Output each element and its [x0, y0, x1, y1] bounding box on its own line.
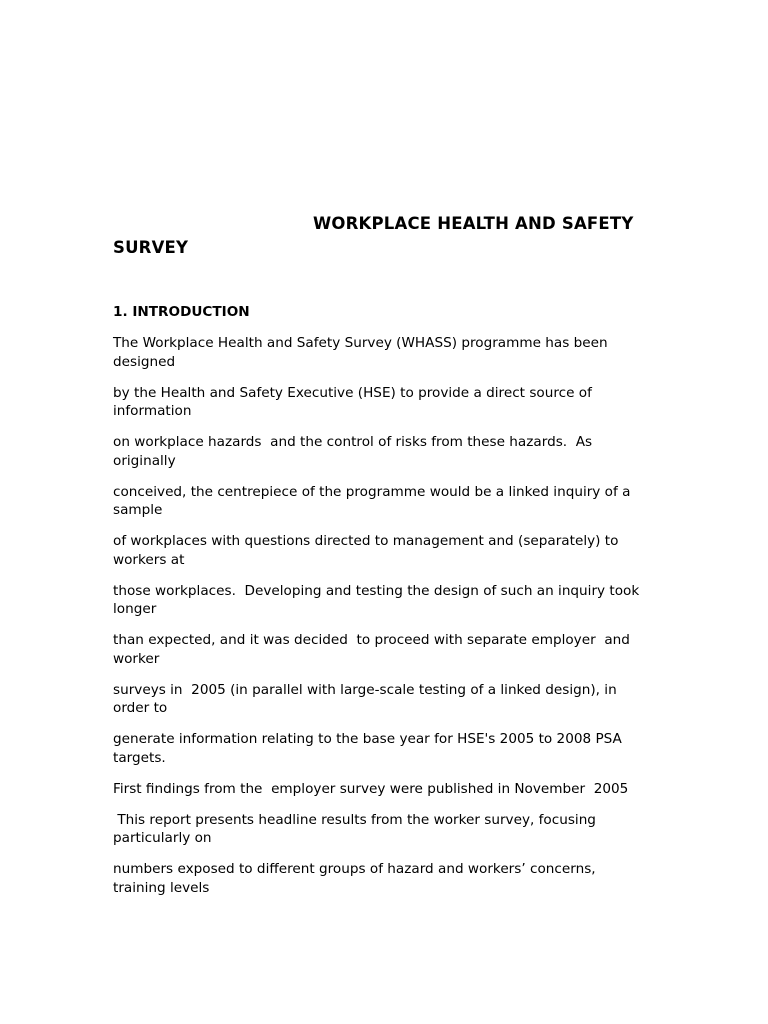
- document-title: [113, 212, 663, 260]
- paragraph: [113, 780, 658, 799]
- body-text: [113, 334, 658, 910]
- text-line: longer: [113, 601, 157, 617]
- section-heading: 1. INTRODUCTION: [113, 304, 250, 320]
- paragraph: [113, 483, 658, 520]
- text-line: First findings from the employer survey were published in November 2005: [113, 780, 629, 797]
- title-line-2: SURVEY: [113, 238, 189, 257]
- paragraph: [113, 860, 658, 897]
- paragraph: [113, 384, 658, 421]
- text-line: of workplaces with questions directed to management and (separately) to: [113, 533, 619, 549]
- text-line: than expected, and it was decided to proceed with separate employer and: [113, 632, 630, 648]
- paragraph: [113, 730, 658, 767]
- text-line: workers at: [113, 551, 185, 568]
- text-line: worker: [113, 650, 160, 667]
- text-line: sample: [113, 502, 163, 518]
- text-line: conceived, the centrepiece of the programme would be a linked inquiry of a: [113, 483, 631, 500]
- text-line: numbers exposed to different groups of hazard and workers’ concerns,: [113, 861, 596, 877]
- text-line: order to: [113, 700, 168, 716]
- text-line: on workplace hazards and the control of risks from these hazards. As: [113, 434, 593, 450]
- title-line-1: WORKPLACE HEALTH AND SAFETY: [313, 214, 634, 233]
- text-line: by the Health and Safety Executive (HSE) to provide a direct source of: [113, 384, 592, 401]
- text-line: targets.: [113, 749, 166, 766]
- text-line: designed: [113, 353, 176, 370]
- paragraph: [113, 631, 658, 668]
- text-line: particularly on: [113, 830, 212, 846]
- text-line: surveys in 2005 (in parallel with large-scale testing of a linked design), in: [113, 681, 617, 698]
- paragraph: [113, 582, 658, 619]
- paragraph: [113, 433, 658, 470]
- text-line: generate information relating to the base year for HSE's 2005 to 2008 PSA: [113, 731, 622, 747]
- text-line: The Workplace Health and Safety Survey (WHASS) programme has been: [113, 335, 608, 351]
- paragraph: [113, 811, 658, 848]
- text-line: originally: [113, 452, 176, 469]
- text-line: those workplaces. Developing and testing the design of such an inquiry took: [113, 582, 640, 599]
- paragraph: [113, 532, 658, 569]
- text-line: training levels: [113, 879, 210, 896]
- paragraph: [113, 334, 658, 371]
- paragraph: [113, 681, 658, 718]
- text-line: This report presents headline results from the worker survey, focusing: [113, 811, 596, 828]
- text-line: information: [113, 403, 192, 419]
